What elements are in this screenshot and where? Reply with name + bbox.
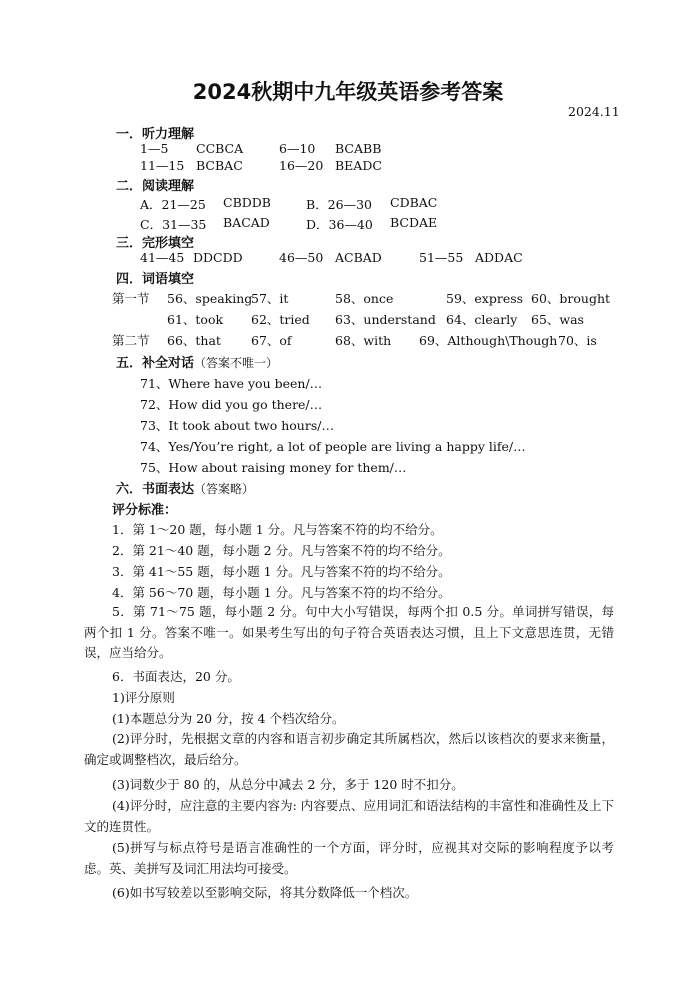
section-6-title: 六．书面表达: [116, 482, 195, 497]
section-6-note: （答案略）: [194, 482, 255, 496]
answer-item: 61、took: [167, 312, 224, 327]
answer-item: 57、it: [251, 291, 289, 306]
answer-range: 41—45: [140, 250, 185, 265]
answer-item: 59、express: [446, 291, 524, 306]
answer-range: A．21—25: [140, 197, 206, 212]
dialogue-answer: 73、It took about two hours/…: [140, 418, 334, 433]
section-5-title: 五．补全对话: [116, 356, 195, 371]
part-label: 第一节: [112, 291, 150, 306]
scoring-heading: 评分标准：: [112, 503, 178, 518]
section-5-note: （答案不唯一）: [194, 356, 279, 370]
answer-item: 66、that: [167, 333, 221, 348]
answer-key: DDCDD: [193, 250, 243, 265]
answer-range: 51—55: [419, 250, 464, 265]
answer-item: 62、tried: [251, 312, 310, 327]
dialogue-answer: 74、Yes/You’re right, a lot of people are living a happy life/…: [140, 439, 526, 454]
scoring-paragraph: (5)拼写与标点符号是语言准确性的一个方面，评分时，应视其对交际的影响程度予以考虑。英、美拼写及词汇用法均可接受。: [84, 840, 614, 876]
scoring-paragraph: (4)评分时，应注意的主要内容为: 内容要点、应用词汇和语法结构的丰富性和准确性及上下文的连贯性。: [84, 798, 614, 834]
answer-key: BCBAC: [196, 158, 243, 173]
answer-range: 1—5: [140, 141, 169, 156]
dialogue-answer: 72、How did you go there/…: [140, 397, 323, 412]
answer-key: CDBAC: [390, 195, 438, 210]
answer-item: 65、was: [531, 312, 584, 327]
answer-range: 46—50: [279, 250, 324, 265]
scoring-line: 6．书面表达，20 分。: [112, 669, 240, 684]
section-5-heading: [116, 352, 278, 371]
scoring-line: (1)本题总分为 20 分，按 4 个档次给分。: [112, 711, 345, 726]
section-3-heading: 三．完形填空: [116, 236, 195, 251]
scoring-line: (6)如书写较差以至影响交际，将其分数降低一个档次。: [112, 885, 418, 900]
answer-key: CCBCA: [196, 141, 244, 156]
scoring-line: 1．第 1～20 题，每小题 1 分。凡与答案不符的均不给分。: [112, 522, 443, 537]
answer-item: 69、Although\Though: [419, 333, 558, 348]
answer-item: 56、speaking: [167, 291, 253, 306]
answer-item: 60、brought: [531, 291, 611, 306]
scoring-line: 3．第 41～55 题，每小题 1 分。凡与答案不符的均不给分。: [112, 564, 451, 579]
answer-key: ACBAD: [335, 250, 382, 265]
section-6-heading: [116, 478, 254, 497]
answer-key: BACAD: [223, 215, 270, 230]
scoring-paragraph: 5．第 71～75 题，每小题 2 分。句中大小写错误，每两个扣 0.5 分。单词拼写错误，每两个扣 1 分。答案不唯一。如果考生写出的句子符合英语表达习惯，且上下文意思连贯，无错误，应当给分。: [84, 604, 614, 660]
section-1-heading: 一．听力理解: [116, 127, 195, 142]
scoring-line: 2．第 21～40 题，每小题 2 分。凡与答案不符的均不给分。: [112, 543, 451, 558]
answer-key: BCDAE: [390, 215, 438, 230]
answer-item: 63、understand: [335, 312, 436, 327]
answer-range: C．31—35: [140, 217, 207, 232]
page-title: 2024秋期中九年级英语参考答案: [192, 80, 504, 104]
answer-key: CBDDB: [223, 195, 271, 210]
part-label: 第二节: [112, 333, 150, 348]
answer-key: BCABB: [335, 141, 382, 156]
answer-range: 6—10: [279, 141, 316, 156]
answer-item: 68、with: [335, 333, 392, 348]
scoring-paragraph: (2)评分时，先根据文章的内容和语言初步确定其所属档次，然后以该档次的要求来衡量，确定或调整档次，最后给分。: [84, 731, 614, 767]
answer-key: BEADC: [335, 158, 382, 173]
answer-range: 16—20: [279, 158, 324, 173]
scoring-line: 1)评分原则: [112, 690, 175, 705]
answer-key: ADDAC: [475, 250, 523, 265]
dialogue-answer: 75、How about raising money for them/…: [140, 460, 407, 475]
answer-range: D．36—40: [306, 217, 373, 232]
section-4-heading: 四．词语填空: [116, 272, 195, 287]
answer-range: B．26—30: [306, 197, 372, 212]
section-2-heading: 二．阅读理解: [116, 179, 195, 194]
answer-item: 64、clearly: [446, 312, 518, 327]
scoring-line: (3)词数少于 80 的，从总分中减去 2 分，多于 120 时不扣分。: [112, 777, 464, 792]
answer-item: 58、once: [335, 291, 394, 306]
answer-range: 11—15: [140, 158, 185, 173]
scoring-line: 4．第 56～70 题，每小题 1 分。凡与答案不符的均不给分。: [112, 585, 451, 600]
answer-item: 67、of: [251, 333, 292, 348]
dialogue-answer: 71、Where have you been/…: [140, 376, 323, 391]
date-label: 2024.11: [568, 104, 620, 119]
answer-item: 70、is: [558, 333, 597, 348]
